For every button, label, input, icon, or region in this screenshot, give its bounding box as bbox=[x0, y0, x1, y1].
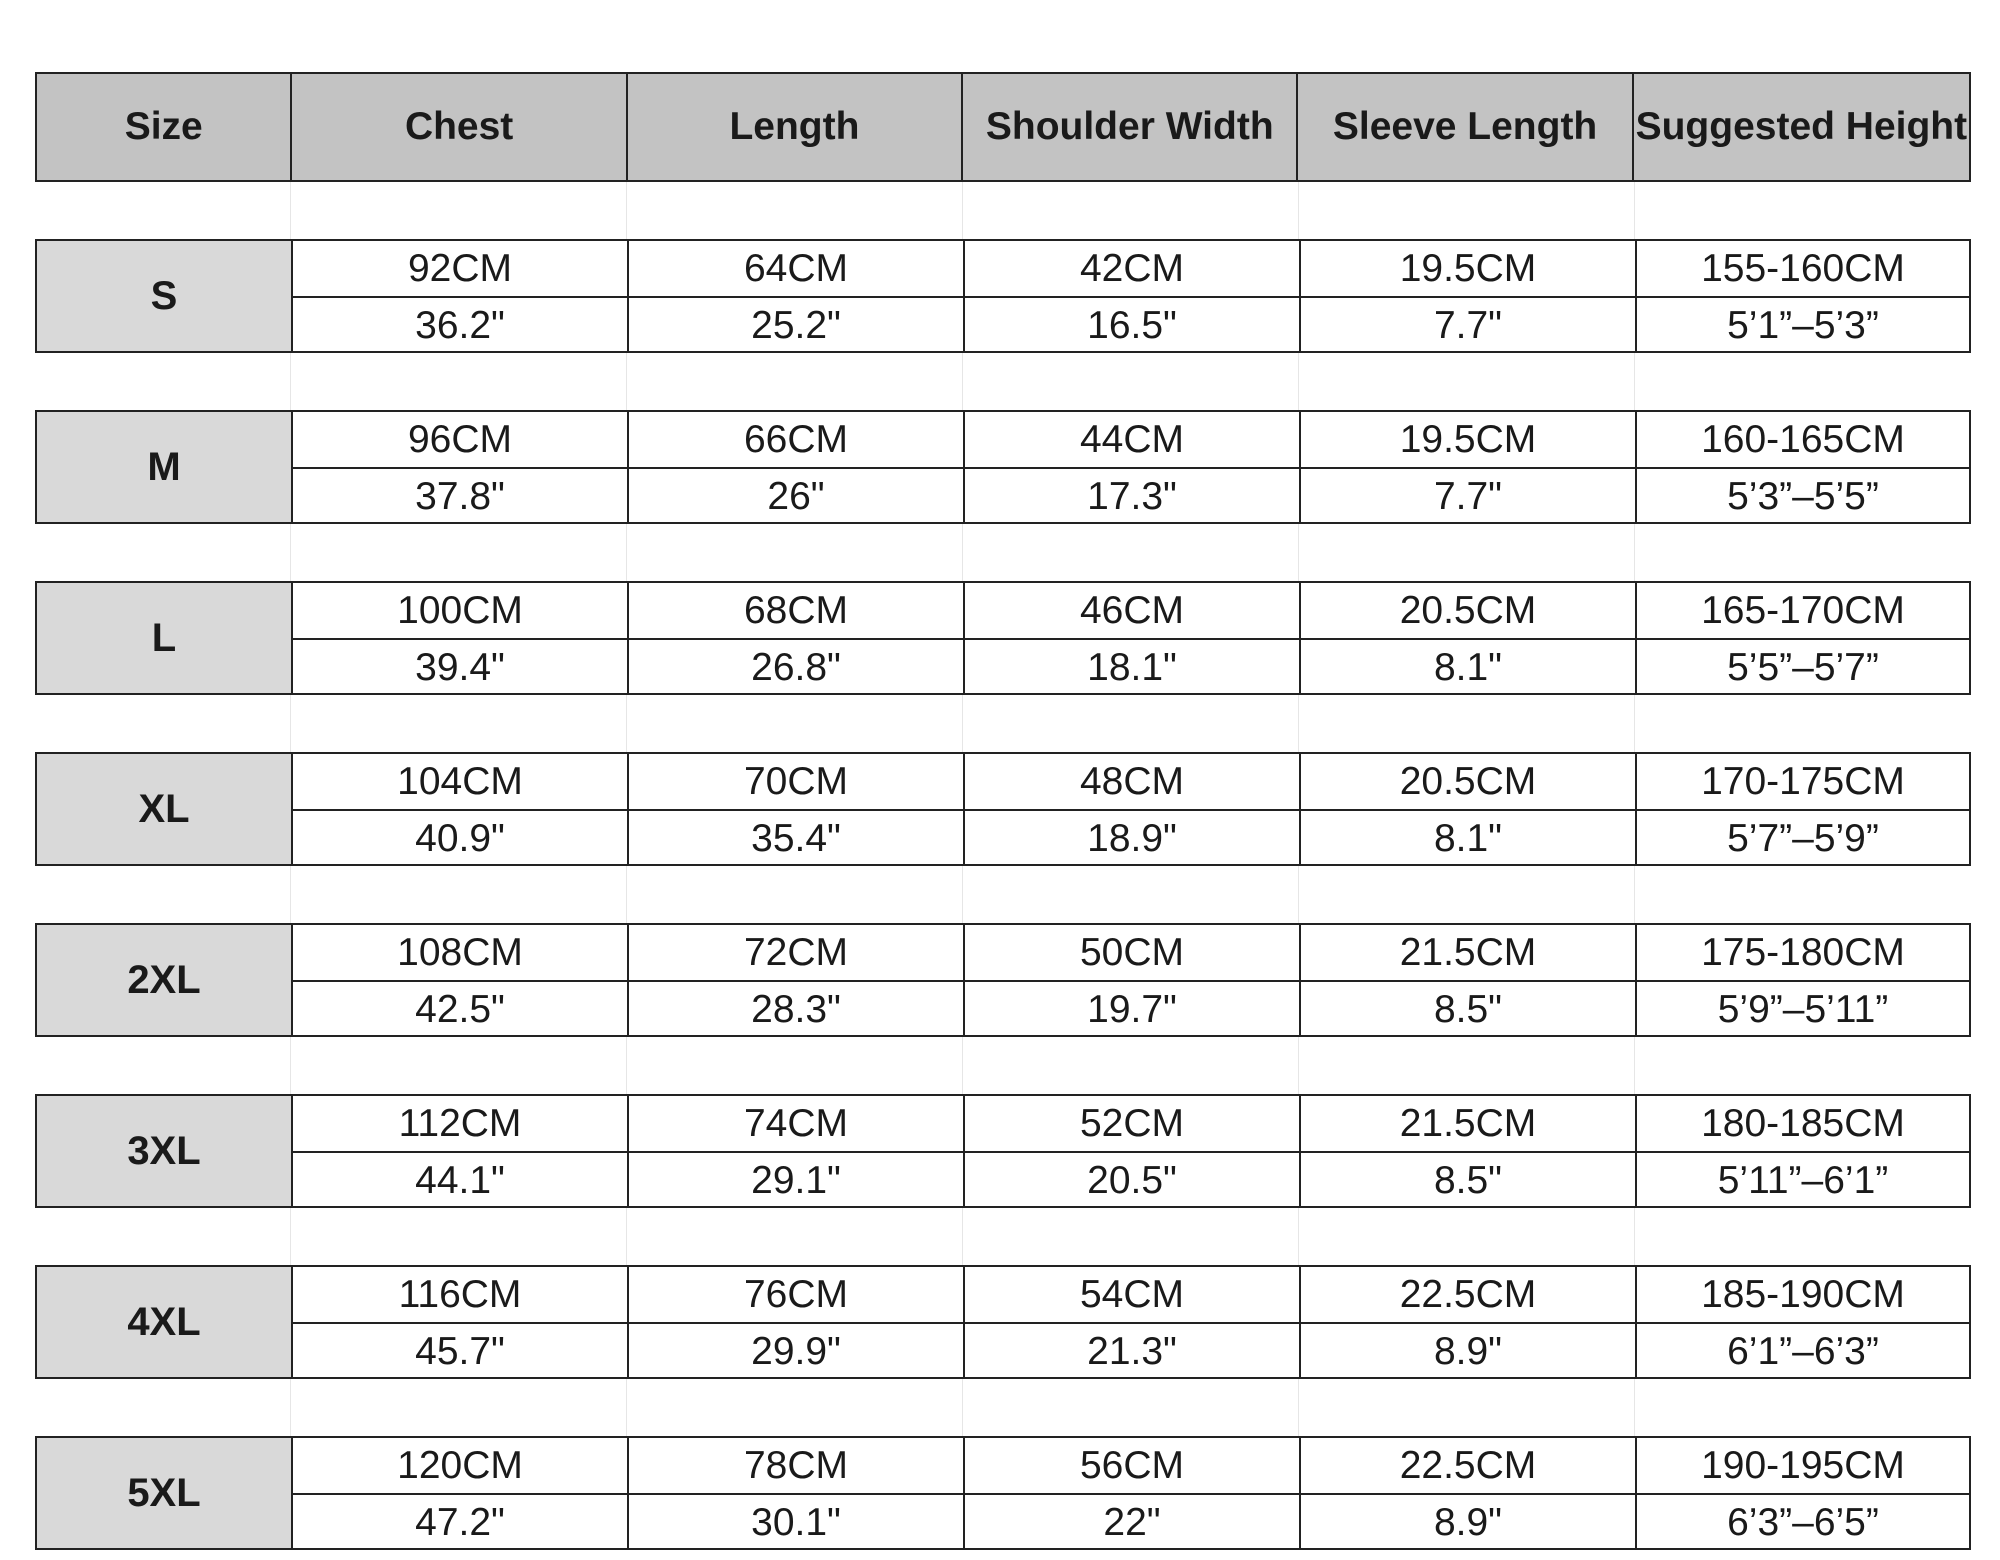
header-size: Size bbox=[37, 74, 292, 180]
suggested-height-inch-cell: 6’3”–6’5” bbox=[1727, 1500, 1879, 1544]
spacer-row bbox=[35, 1037, 1971, 1094]
chest-cm-cell: 104CM bbox=[293, 754, 629, 809]
length-inch-cell: 26.8" bbox=[629, 640, 965, 695]
shoulder-width-inch-cell: 20.5" bbox=[965, 1153, 1301, 1208]
shoulder-width-inch-cell: 18.1" bbox=[965, 640, 1301, 695]
chest-inch-cell: 42.5" bbox=[293, 982, 629, 1037]
cm-values-row bbox=[293, 1096, 1969, 1153]
spacer-cell bbox=[1299, 353, 1635, 410]
suggested-height-inch-cell: 5’3”–5’5” bbox=[1727, 474, 1879, 518]
spacer-cell bbox=[1635, 1208, 1971, 1265]
spacer-cell bbox=[1635, 182, 1971, 239]
spacer-cell bbox=[1299, 182, 1635, 239]
inch-values-row bbox=[293, 1495, 1969, 1550]
header-shoulder-width: Shoulder Width bbox=[963, 74, 1298, 180]
length-inch-cell: 30.1" bbox=[629, 1495, 965, 1550]
inch-values-row bbox=[293, 982, 1969, 1037]
size-label: M bbox=[37, 412, 293, 522]
size-group bbox=[35, 1436, 1971, 1550]
spacer-cell bbox=[627, 1379, 963, 1436]
cm-values-row bbox=[293, 925, 1969, 982]
size-group bbox=[35, 581, 1971, 695]
spacer-cell bbox=[35, 1379, 291, 1436]
sleeve-length-inch-cell: 8.9" bbox=[1301, 1495, 1637, 1550]
shoulder-width-inch-cell: 19.7" bbox=[965, 982, 1301, 1037]
chest-cm-cell: 92CM bbox=[293, 241, 629, 296]
length-cm-cell: 70CM bbox=[629, 754, 965, 809]
length-cm-cell: 68CM bbox=[629, 583, 965, 638]
inch-values-row bbox=[293, 469, 1969, 524]
shoulder-width-inch-cell: 22" bbox=[965, 1495, 1301, 1550]
size-values bbox=[293, 412, 1969, 522]
spacer-cell bbox=[291, 866, 627, 923]
sleeve-length-cm-cell: 22.5CM bbox=[1301, 1438, 1637, 1493]
cm-values-row bbox=[293, 412, 1969, 469]
sleeve-length-cm-cell: 22.5CM bbox=[1301, 1267, 1637, 1322]
chest-inch-cell: 45.7" bbox=[293, 1324, 629, 1379]
length-cm-cell: 72CM bbox=[629, 925, 965, 980]
spacer-row bbox=[35, 182, 1971, 239]
size-label: 3XL bbox=[37, 1096, 293, 1206]
spacer-cell bbox=[291, 695, 627, 752]
sleeve-length-cm-cell: 21.5CM bbox=[1301, 1096, 1637, 1151]
spacer-cell bbox=[963, 524, 1299, 581]
spacer-cell bbox=[35, 1037, 291, 1094]
chest-inch-cell: 40.9" bbox=[293, 811, 629, 866]
spacer-cell bbox=[963, 866, 1299, 923]
spacer-cell bbox=[963, 695, 1299, 752]
chest-cm-cell: 116CM bbox=[293, 1267, 629, 1322]
spacer-cell bbox=[291, 524, 627, 581]
sleeve-length-cm-cell: 21.5CM bbox=[1301, 925, 1637, 980]
spacer-cell bbox=[963, 182, 1299, 239]
suggested-height-inch-cell: 5’7”–5’9” bbox=[1727, 816, 1879, 860]
length-inch-cell: 35.4" bbox=[629, 811, 965, 866]
cm-values-row bbox=[293, 583, 1969, 640]
suggested-height-cm-cell: 185-190CM bbox=[1701, 1272, 1905, 1316]
suggested-height-cm-cell: 190-195CM bbox=[1701, 1443, 1905, 1487]
spacer-cell bbox=[627, 182, 963, 239]
spacer-cell bbox=[627, 524, 963, 581]
size-label: 2XL bbox=[37, 925, 293, 1035]
sleeve-length-inch-cell: 8.1" bbox=[1301, 811, 1637, 866]
sleeve-length-inch-cell: 8.5" bbox=[1301, 1153, 1637, 1208]
spacer-cell bbox=[1635, 524, 1971, 581]
spacer-row bbox=[35, 353, 1971, 410]
length-inch-cell: 29.1" bbox=[629, 1153, 965, 1208]
size-label: 5XL bbox=[37, 1438, 293, 1548]
shoulder-width-inch-cell: 21.3" bbox=[965, 1324, 1301, 1379]
spacer-cell bbox=[1299, 866, 1635, 923]
shoulder-width-inch-cell: 18.9" bbox=[965, 811, 1301, 866]
chest-cm-cell: 100CM bbox=[293, 583, 629, 638]
spacer-cell bbox=[1299, 1208, 1635, 1265]
inch-values-row bbox=[293, 1153, 1969, 1208]
chest-cm-cell: 112CM bbox=[293, 1096, 629, 1151]
inch-values-row bbox=[293, 640, 1969, 695]
sleeve-length-cm-cell: 20.5CM bbox=[1301, 754, 1637, 809]
size-values bbox=[293, 241, 1969, 351]
suggested-height-cm-cell: 180-185CM bbox=[1701, 1101, 1905, 1145]
spacer-row bbox=[35, 866, 1971, 923]
length-cm-cell: 76CM bbox=[629, 1267, 965, 1322]
length-inch-cell: 26" bbox=[629, 469, 965, 524]
spacer-cell bbox=[35, 524, 291, 581]
spacer-cell bbox=[963, 1379, 1299, 1436]
length-inch-cell: 28.3" bbox=[629, 982, 965, 1037]
spacer-cell bbox=[291, 1379, 627, 1436]
size-group bbox=[35, 1265, 1971, 1379]
size-values bbox=[293, 583, 1969, 693]
suggested-height-cm-cell: 165-170CM bbox=[1701, 588, 1905, 632]
shoulder-width-inch-cell: 16.5" bbox=[965, 298, 1301, 353]
spacer-row bbox=[35, 524, 1971, 581]
size-values bbox=[293, 1096, 1969, 1206]
size-values bbox=[293, 1267, 1969, 1377]
cm-values-row bbox=[293, 1267, 1969, 1324]
spacer-cell bbox=[35, 695, 291, 752]
size-groups bbox=[35, 182, 1971, 1550]
spacer-cell bbox=[291, 1037, 627, 1094]
shoulder-width-cm-cell: 50CM bbox=[965, 925, 1301, 980]
suggested-height-cm-cell: 175-180CM bbox=[1701, 930, 1905, 974]
shoulder-width-cm-cell: 42CM bbox=[965, 241, 1301, 296]
size-label: S bbox=[37, 241, 293, 351]
spacer-cell bbox=[35, 1208, 291, 1265]
size-label: 4XL bbox=[37, 1267, 293, 1377]
shoulder-width-cm-cell: 56CM bbox=[965, 1438, 1301, 1493]
header-suggested-height: Suggested Height bbox=[1635, 105, 1968, 148]
spacer-row bbox=[35, 695, 1971, 752]
suggested-height-inch-cell: 5’1”–5’3” bbox=[1727, 303, 1879, 347]
sleeve-length-cm-cell: 19.5CM bbox=[1301, 241, 1637, 296]
spacer-cell bbox=[1635, 695, 1971, 752]
spacer-cell bbox=[1635, 1379, 1971, 1436]
cm-values-row bbox=[293, 1438, 1969, 1495]
spacer-cell bbox=[1299, 524, 1635, 581]
spacer-row bbox=[35, 1379, 1971, 1436]
length-cm-cell: 78CM bbox=[629, 1438, 965, 1493]
header-length: Length bbox=[628, 74, 963, 180]
inch-values-row bbox=[293, 811, 1969, 866]
size-group bbox=[35, 239, 1971, 353]
sleeve-length-cm-cell: 19.5CM bbox=[1301, 412, 1637, 467]
header-row bbox=[35, 72, 1971, 182]
shoulder-width-cm-cell: 48CM bbox=[965, 754, 1301, 809]
spacer-cell bbox=[1635, 1037, 1971, 1094]
size-group bbox=[35, 752, 1971, 866]
shoulder-width-cm-cell: 44CM bbox=[965, 412, 1301, 467]
shoulder-width-cm-cell: 54CM bbox=[965, 1267, 1301, 1322]
suggested-height-inch-cell: 5’5”–5’7” bbox=[1727, 645, 1879, 689]
chest-cm-cell: 96CM bbox=[293, 412, 629, 467]
length-cm-cell: 66CM bbox=[629, 412, 965, 467]
spacer-cell bbox=[1635, 866, 1971, 923]
spacer-cell bbox=[627, 695, 963, 752]
spacer-cell bbox=[627, 1037, 963, 1094]
size-group bbox=[35, 1094, 1971, 1208]
sleeve-length-inch-cell: 8.5" bbox=[1301, 982, 1637, 1037]
suggested-height-cm-cell: 160-165CM bbox=[1701, 417, 1905, 461]
spacer-cell bbox=[291, 353, 627, 410]
header-sleeve-length: Sleeve Length bbox=[1298, 74, 1633, 180]
shoulder-width-cm-cell: 46CM bbox=[965, 583, 1301, 638]
spacer-cell bbox=[1635, 353, 1971, 410]
spacer-cell bbox=[35, 182, 291, 239]
sleeve-length-inch-cell: 8.1" bbox=[1301, 640, 1637, 695]
chest-cm-cell: 120CM bbox=[293, 1438, 629, 1493]
suggested-height-cm-cell: 170-175CM bbox=[1701, 759, 1905, 803]
spacer-cell bbox=[291, 1208, 627, 1265]
spacer-cell bbox=[35, 353, 291, 410]
length-cm-cell: 74CM bbox=[629, 1096, 965, 1151]
size-label: L bbox=[37, 583, 293, 693]
sleeve-length-inch-cell: 7.7" bbox=[1301, 298, 1637, 353]
sleeve-length-inch-cell: 7.7" bbox=[1301, 469, 1637, 524]
suggested-height-cm-cell: 155-160CM bbox=[1701, 246, 1905, 290]
chest-inch-cell: 36.2" bbox=[293, 298, 629, 353]
sleeve-length-cm-cell: 20.5CM bbox=[1301, 583, 1637, 638]
suggested-height-inch-cell: 5’11”–6’1” bbox=[1717, 1158, 1889, 1202]
spacer-cell bbox=[963, 353, 1299, 410]
chest-cm-cell: 108CM bbox=[293, 925, 629, 980]
size-values bbox=[293, 1438, 1969, 1548]
shoulder-width-cm-cell: 52CM bbox=[965, 1096, 1301, 1151]
cm-values-row bbox=[293, 241, 1969, 298]
spacer-row bbox=[35, 1208, 1971, 1265]
size-label: XL bbox=[37, 754, 293, 864]
size-chart-table bbox=[35, 72, 1971, 1550]
spacer-cell bbox=[35, 866, 291, 923]
shoulder-width-inch-cell: 17.3" bbox=[965, 469, 1301, 524]
spacer-cell bbox=[627, 866, 963, 923]
chest-inch-cell: 37.8" bbox=[293, 469, 629, 524]
spacer-cell bbox=[291, 182, 627, 239]
header-chest: Chest bbox=[292, 74, 627, 180]
size-values bbox=[293, 754, 1969, 864]
spacer-cell bbox=[1299, 695, 1635, 752]
chest-inch-cell: 39.4" bbox=[293, 640, 629, 695]
spacer-cell bbox=[963, 1037, 1299, 1094]
length-cm-cell: 64CM bbox=[629, 241, 965, 296]
suggested-height-inch-cell: 6’1”–6’3” bbox=[1727, 1329, 1879, 1373]
spacer-cell bbox=[1299, 1037, 1635, 1094]
length-inch-cell: 29.9" bbox=[629, 1324, 965, 1379]
suggested-height-inch-cell: 5’9”–5’11” bbox=[1717, 987, 1889, 1031]
size-group bbox=[35, 410, 1971, 524]
spacer-cell bbox=[627, 1208, 963, 1265]
length-inch-cell: 25.2" bbox=[629, 298, 965, 353]
spacer-cell bbox=[627, 353, 963, 410]
cm-values-row bbox=[293, 754, 1969, 811]
size-values bbox=[293, 925, 1969, 1035]
spacer-cell bbox=[963, 1208, 1299, 1265]
size-group bbox=[35, 923, 1971, 1037]
chest-inch-cell: 47.2" bbox=[293, 1495, 629, 1550]
spacer-cell bbox=[1299, 1379, 1635, 1436]
inch-values-row bbox=[293, 1324, 1969, 1379]
sleeve-length-inch-cell: 8.9" bbox=[1301, 1324, 1637, 1379]
chest-inch-cell: 44.1" bbox=[293, 1153, 629, 1208]
inch-values-row bbox=[293, 298, 1969, 353]
